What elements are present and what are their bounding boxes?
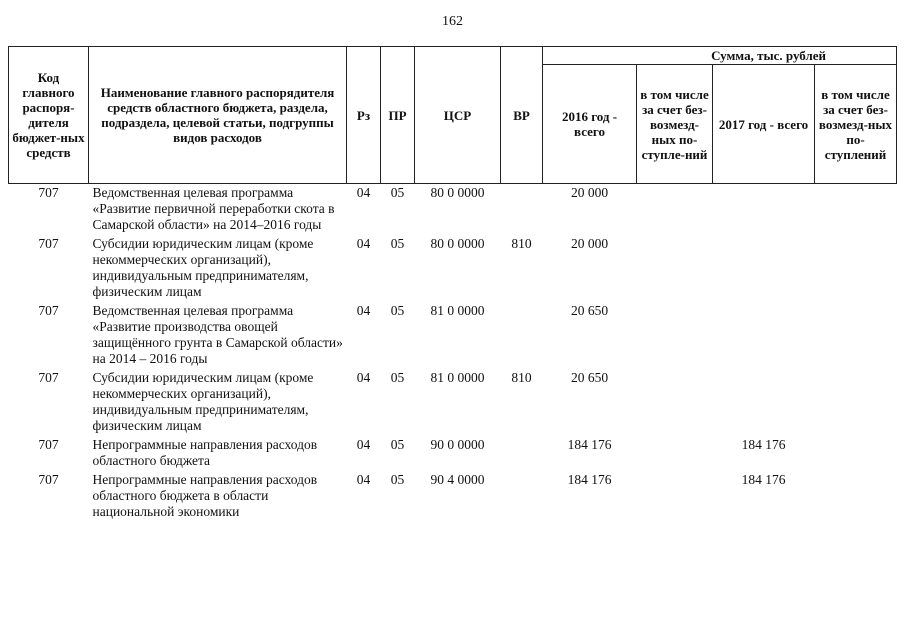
row-vr	[501, 184, 543, 236]
row-csr: 81 0 0000	[430, 370, 485, 385]
row-rz: 04	[356, 236, 371, 251]
table-row	[9, 436, 897, 471]
row-2017-total: 184 176	[741, 472, 786, 487]
row-code: 707	[38, 437, 59, 452]
header-2017-total: 2017 год - всего	[713, 65, 815, 184]
row-csr: 90 4 0000	[430, 472, 485, 487]
row-2016-total: 20 000	[570, 236, 609, 251]
header-vr: ВР	[501, 47, 543, 184]
row-2016-total: 20 650	[570, 303, 609, 318]
row-2016-grants	[637, 369, 713, 436]
row-rz: 04	[356, 303, 371, 318]
row-2017-grants	[815, 235, 897, 302]
row-2016-grants	[637, 184, 713, 236]
row-csr: 80 0 0000	[430, 236, 485, 251]
header-2016-total: 2016 год - всего	[543, 65, 637, 184]
table-row	[9, 235, 897, 302]
row-pr: 05	[390, 370, 405, 385]
table-body	[9, 184, 897, 523]
row-2016-total: 184 176	[567, 472, 612, 487]
row-vr: 810	[511, 236, 532, 251]
header-2017-grants: в том числе за счет без-возмезд-ных по-ступлений	[815, 65, 897, 184]
row-vr	[501, 302, 543, 369]
row-2017-grants	[815, 302, 897, 369]
row-vr: 810	[511, 370, 532, 385]
row-csr: 81 0 0000	[430, 303, 485, 318]
header-rz: Рз	[347, 47, 381, 184]
row-code: 707	[38, 303, 59, 318]
row-code: 707	[38, 236, 59, 251]
header-2016-grants: в том числе за счет без-возмезд-ных по-ступле-ний	[637, 65, 713, 184]
row-2016-total: 20 650	[570, 370, 609, 385]
row-rz: 04	[356, 370, 371, 385]
row-name: Субсидии юридическим лицам (кроме некоммерческих организаций), индивидуальным предпринимателям, физическим лицам	[92, 236, 314, 299]
row-2017-grants	[815, 184, 897, 236]
row-2017-total	[713, 184, 815, 236]
row-name: Субсидии юридическим лицам (кроме некоммерческих организаций), индивидуальным предпринимателям, физическим лицам	[92, 370, 314, 433]
table-row	[9, 302, 897, 369]
row-csr: 80 0 0000	[430, 185, 485, 200]
row-2016-grants	[637, 235, 713, 302]
row-2017-total	[713, 369, 815, 436]
row-2016-grants	[637, 471, 713, 522]
row-2016-total: 184 176	[567, 437, 612, 452]
row-vr	[501, 436, 543, 471]
row-2017-grants	[815, 436, 897, 471]
row-rz: 04	[356, 185, 371, 200]
header-name: Наименование главного распорядителя средств областного бюджета, раздела, подраздела, целевой статьи, подгруппы видов расходов	[89, 47, 347, 184]
budget-table	[8, 46, 897, 522]
row-pr: 05	[390, 185, 405, 200]
row-2017-total	[713, 235, 815, 302]
header-pr: ПР	[381, 47, 415, 184]
row-pr: 05	[390, 437, 405, 452]
row-rz: 04	[356, 472, 371, 487]
row-pr: 05	[390, 472, 405, 487]
row-2017-total: 184 176	[741, 437, 786, 452]
table-row	[9, 471, 897, 522]
header-csr: ЦСР	[415, 47, 501, 184]
row-code: 707	[38, 370, 59, 385]
row-name: Ведомственная целевая программа «Развитие первичной переработки скота в Самарской области» на 2014–2016 годы	[92, 185, 335, 232]
row-pr: 05	[390, 236, 405, 251]
row-name: Непрограммные направления расходов областного бюджета	[92, 437, 318, 468]
row-2016-grants	[637, 302, 713, 369]
page-number: 162	[442, 14, 463, 29]
row-csr: 90 0 0000	[430, 437, 485, 452]
row-vr	[501, 471, 543, 522]
row-2017-total	[713, 302, 815, 369]
row-pr: 05	[390, 303, 405, 318]
row-2017-grants	[815, 369, 897, 436]
header-sum-group: Сумма, тыс. рублей	[543, 47, 897, 65]
header-code: Код главного распоря-дителя бюджет-ных средств	[9, 47, 89, 184]
row-code: 707	[38, 472, 59, 487]
row-2016-total: 20 000	[570, 185, 609, 200]
row-code: 707	[38, 185, 59, 200]
row-2017-grants	[815, 471, 897, 522]
row-rz: 04	[356, 437, 371, 452]
table-row	[9, 369, 897, 436]
table-row	[9, 184, 897, 236]
row-name: Непрограммные направления расходов областного бюджета в области национальной экономики	[92, 472, 318, 519]
row-name: Ведомственная целевая программа «Развитие производства овощей защищённого грунта в Самарской области» на 2014 – 2016 годы	[92, 303, 343, 366]
row-2016-grants	[637, 436, 713, 471]
